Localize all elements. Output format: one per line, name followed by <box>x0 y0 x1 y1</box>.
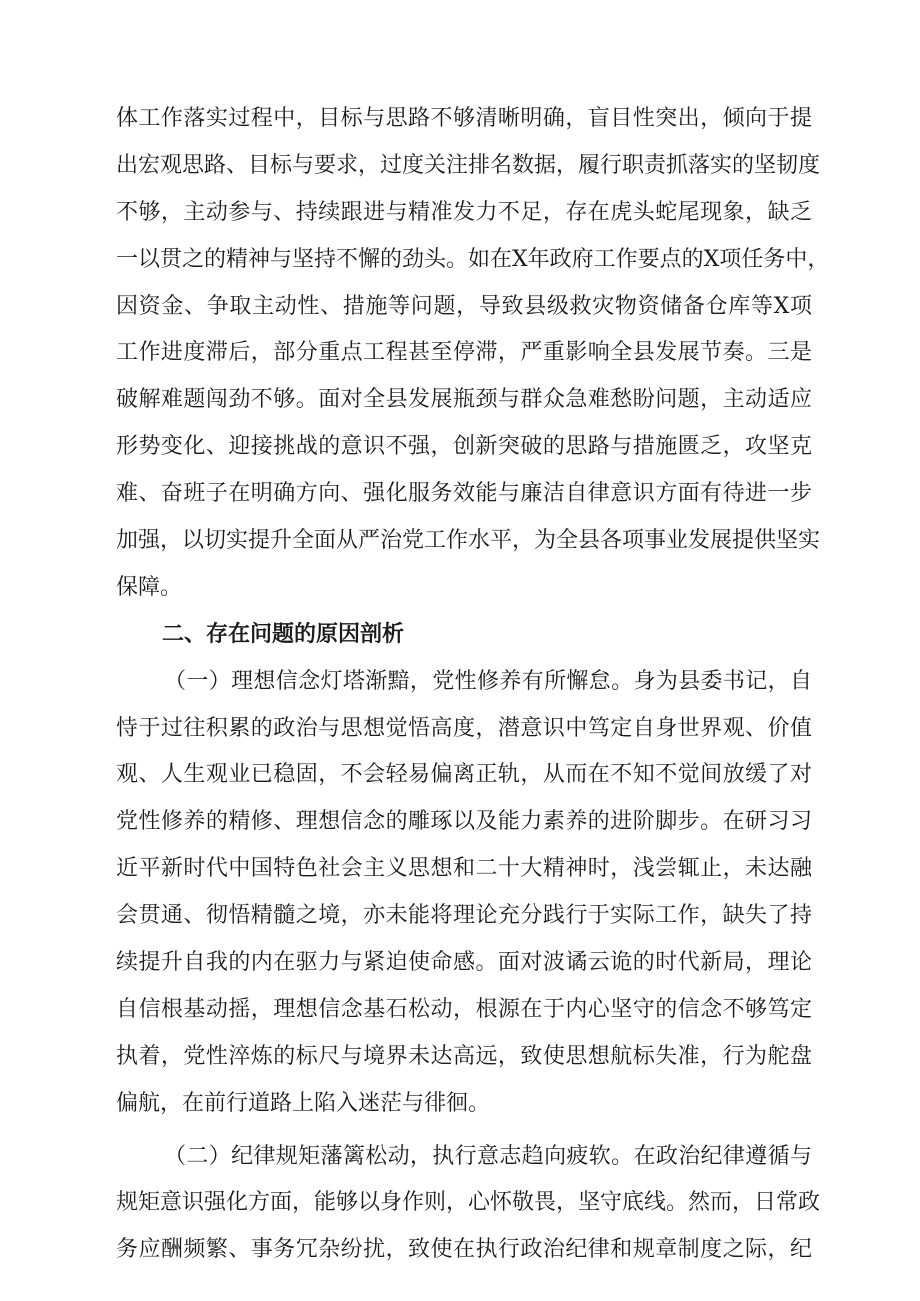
paragraph-line: 自信根基动摇，理想信念基石松动，根源在于内心坚守的信念不够笃定 <box>116 996 812 1022</box>
paragraph-line: 续提升自我的内在驱力与紧迫使命感。面对波谲云诡的时代新局，理论 <box>116 950 812 976</box>
paragraph-line: 执着，党性淬炼的标尺与境界未达高远，致使思想航标失准，行为舵盘 <box>116 1043 812 1069</box>
paragraph-line: 规矩意识强化方面，能够以身作则，心怀敬畏，坚守底线。然而，日常政 <box>116 1190 821 1216</box>
section-heading: 二、存在问题的原因剖析 <box>162 621 405 647</box>
paragraph-line: 体工作落实过程中，目标与思路不够清晰明确，盲目性突出，倾向于提 <box>116 106 812 131</box>
paragraph-line: 因资金、争取主动性、措施等问题，导致县级救灾物资储备仓库等X项 <box>116 293 812 319</box>
paragraph-line: 务应酬频繁、事务冗杂纷扰，致使在执行政治纪律和规章制度之际，纪 <box>116 1237 812 1263</box>
paragraph-line: （二）纪律规矩藩篱松动，执行意志趋向疲软。在政治纪律遵循与 <box>164 1143 812 1169</box>
paragraph-line: 形势变化、迎接挑战的意识不强，创新突破的思路与措施匮乏，攻坚克 <box>116 434 812 460</box>
paragraph-line: 出宏观思路、目标与要求，过度关注排名数据，履行职责抓落实的坚韧度 <box>116 152 821 178</box>
paragraph-line: 会贯通、彻悟精髓之境，亦未能将理论充分践行于实际工作，缺失了持 <box>116 903 812 929</box>
paragraph-line: （一）理想信念灯塔渐黯，党性修养有所懈怠。身为县委书记，自 <box>164 668 812 694</box>
paragraph-line: 观、人生观业已稳固，不会轻易偏离正轨，从而在不知不觉间放缓了对 <box>116 762 812 788</box>
paragraph-line: 工作进度滞后，部分重点工程甚至停滞，严重影响全县发展节奏。三是 <box>116 340 812 366</box>
paragraph-line: 恃于过往积累的政治与思想觉悟高度，潜意识中笃定自身世界观、价值 <box>116 715 812 741</box>
paragraph-line: 难、奋班子在明确方向、强化服务效能与廉洁自律意识方面有待进一步 <box>116 481 812 507</box>
paragraph-line: 一以贯之的精神与坚持不懈的劲头。如在X年政府工作要点的X项任务中， <box>116 246 830 272</box>
paragraph-line: 加强，以切实提升全面从严治党工作水平，为全县各项事业发展提供坚实 <box>116 528 821 554</box>
paragraph-line: 近平新时代中国特色社会主义思想和二十大精神时，浅尝辄止，未达融 <box>116 856 812 882</box>
paragraph-line: 党性修养的精修、理想信念的雕琢以及能力素养的进阶脚步。在研习习 <box>116 809 812 835</box>
paragraph-line: 保障。 <box>116 574 183 600</box>
paragraph-line: 偏航，在前行道路上陷入迷茫与徘徊。 <box>116 1090 491 1116</box>
paragraph-line: 破解难题闯劲不够。面对全县发展瓶颈与群众急难愁盼问题，主动适应 <box>116 387 812 413</box>
paragraph-line: 不够，主动参与、持续跟进与精准发力不足，存在虎头蛇尾现象，缺乏 <box>116 199 812 225</box>
